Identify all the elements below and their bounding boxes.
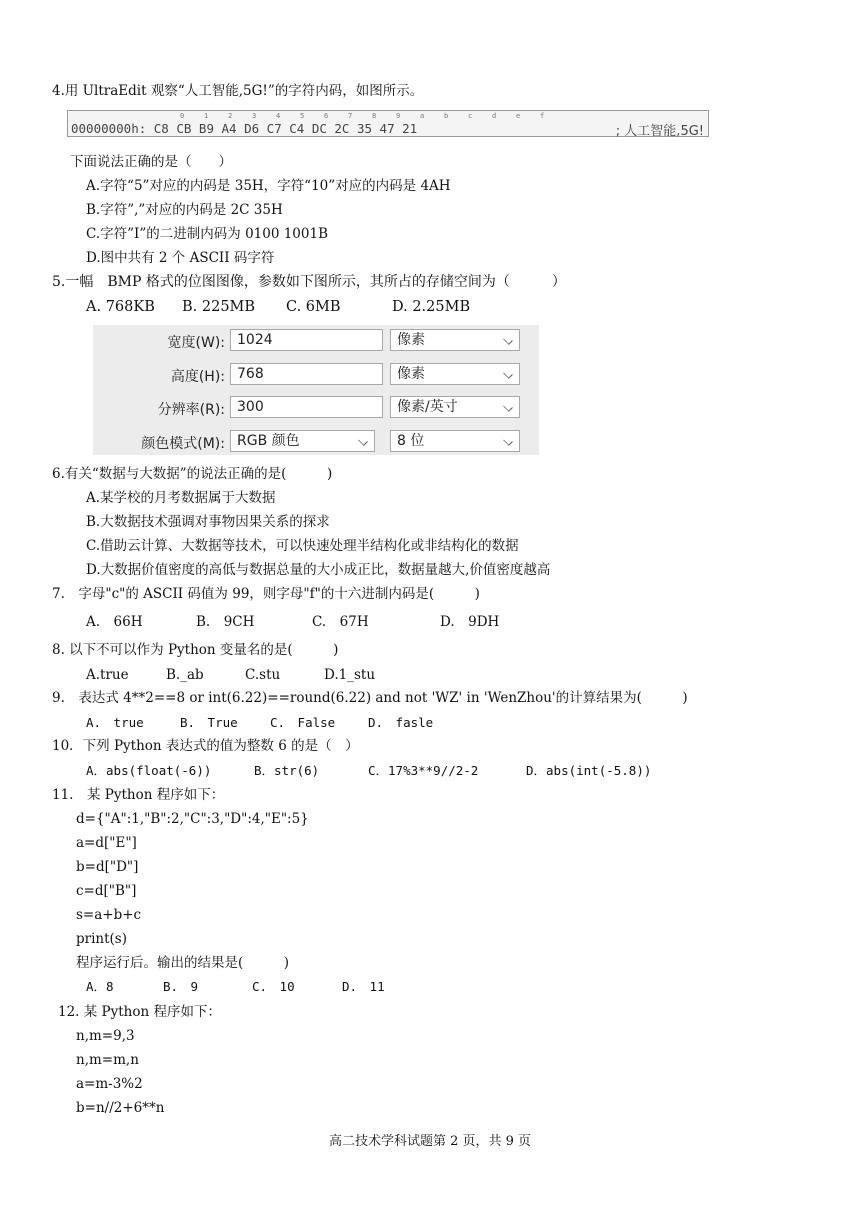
q4-option-b: B.字符”,”对应的内码是 2C 35H	[86, 202, 283, 218]
q5-option-b: B. 225MB	[182, 299, 256, 315]
chevron-down-icon	[503, 369, 513, 379]
q11-code-line-4: c=d["B"]	[76, 883, 137, 899]
q6-option-a: A.某学校的月考数据属于大数据	[86, 490, 276, 506]
q5-stem: 5.一幅 BMP 格式的位图图像，参数如下图所示，其所占的存储空间为（ ）	[52, 274, 566, 290]
hex-ruler-c: c	[468, 112, 473, 120]
hex-char-column: ; 人工智能,5G!	[615, 124, 704, 139]
q6-option-c: C.借助云计算、大数据等技术，可以快速处理半结构化或非结构化的数据	[86, 538, 519, 554]
hex-ruler-e: e	[516, 112, 521, 120]
hex-ruler-b: b	[444, 112, 449, 120]
q7-option-d: D. 9DH	[440, 614, 500, 630]
q4-prompt: 下面说法正确的是（ ）	[70, 154, 232, 170]
q11-option-d: D. 11	[342, 979, 385, 994]
resolution-input[interactable]: 300	[230, 396, 383, 418]
q4-option-c: C.字符”I”的二进制内码为 0100 1001B	[86, 226, 328, 242]
height-unit-select[interactable]	[390, 363, 520, 385]
q12-code-line-1: n,m=9,3	[76, 1028, 135, 1044]
hex-ruler-a: a	[420, 112, 425, 120]
page-footer: 高二技术学科试题第 2 页，共 9 页	[328, 1134, 532, 1149]
height-label: 高度(H):	[170, 369, 225, 385]
resolution-unit-select[interactable]	[390, 396, 520, 418]
hex-ruler-5: 5	[300, 112, 305, 120]
q7-stem: 7. 字母"c"的 ASCII 码值为 99，则字母"f"的十六进制内码是( )	[52, 586, 480, 602]
q6-option-d: D.大数据价值密度的高低与数据总量的大小成正比，数据量越大,价值密度越高	[86, 562, 551, 578]
q11-option-b: B. 9	[163, 979, 199, 994]
hex-ruler-3: 3	[252, 112, 257, 120]
q9-option-c: C. False	[270, 715, 336, 730]
q9-option-d: D. fasle	[368, 715, 434, 730]
chevron-down-icon	[503, 402, 513, 412]
q5-option-d: D. 2.25MB	[392, 299, 471, 315]
q7-option-c: C. 67H	[312, 614, 369, 630]
width-input[interactable]: 1024	[230, 329, 383, 351]
hex-ruler-d: d	[492, 112, 497, 120]
q9-stem: 9. 表达式 4**2==8 or int(6.22)==round(6.22) and not 'WZ' in 'WenZhou'的计算结果为( )	[52, 690, 688, 706]
q4-stem: 4.用 UltraEdit 观察“人工智能,5G!”的字符内码，如图所示。	[52, 83, 424, 99]
q11-option-a: A．8	[86, 979, 114, 994]
color-mode-label: 颜色模式(M):	[141, 436, 225, 452]
q11-option-c: C. 10	[252, 979, 295, 994]
q8-stem: 8. 以下不可以作为 Python 变量名的是( )	[52, 642, 339, 658]
hex-ruler-9: 9	[396, 112, 401, 120]
q11-code-line-3: b=d["D"]	[76, 859, 139, 875]
q8-option-a: A.true	[86, 667, 129, 683]
q8-option-d: D.1_stu	[324, 667, 376, 683]
q11-code-line-1: d={"A":1,"B":2,"C":3,"D":4,"E":5}	[76, 811, 309, 827]
chevron-down-icon	[358, 436, 368, 446]
q9-option-a: A. true	[86, 715, 144, 730]
width-label: 宽度(W):	[167, 335, 225, 351]
q5-option-a: A. 768KB	[86, 299, 155, 315]
q8-option-b: B._ab	[166, 667, 204, 683]
hex-data-line: 00000000h: C8 CB B9 A4 D6 C7 C4 DC 2C 35 47 21	[71, 121, 418, 136]
color-mode-value: RGB 颜色	[237, 433, 300, 449]
q10-stem: 10．下列 Python 表达式的值为整数 6 的是（ ）	[52, 738, 359, 754]
height-unit-value: 像素	[397, 366, 425, 382]
q10-option-b: B．str(6)	[254, 763, 320, 778]
hex-ruler-4: 4	[276, 112, 281, 120]
width-unit-select[interactable]	[390, 329, 520, 351]
width-unit-value: 像素	[397, 332, 425, 348]
q11-prompt: 程序运行后。输出的结果是( )	[76, 955, 290, 971]
height-input[interactable]: 768	[230, 363, 383, 385]
hex-ruler-7: 7	[348, 112, 353, 120]
hex-ruler-8: 8	[372, 112, 377, 120]
q11-code-line-5: s=a+b+c	[76, 907, 142, 923]
chevron-down-icon	[503, 436, 513, 446]
image-size-dialog	[93, 325, 539, 455]
q12-code-line-3: a=m-3%2	[76, 1076, 143, 1092]
hex-ruler-2: 2	[228, 112, 233, 120]
q8-option-c: C.stu	[245, 667, 281, 683]
q12-code-line-2: n,m=m,n	[76, 1052, 139, 1068]
q11-code-line-2: a=d["E"]	[76, 835, 137, 851]
color-mode-select[interactable]	[230, 430, 375, 452]
q10-option-a: A．abs(float(-6))	[86, 763, 212, 778]
q11-code-line-6: print(s)	[76, 931, 127, 947]
q7-option-a: A. 66H	[86, 614, 143, 630]
q7-option-b: B. 9CH	[196, 614, 255, 630]
bit-depth-select[interactable]	[390, 430, 520, 452]
q10-option-c: C．17%3**9//2-2	[368, 763, 479, 778]
q4-option-d: D.图中共有 2 个 ASCII 码字符	[86, 250, 275, 266]
bit-depth-value: 8 位	[397, 433, 425, 449]
chevron-down-icon	[503, 335, 513, 345]
q6-stem: 6.有关“数据与大数据”的说法正确的是( )	[52, 466, 333, 482]
hex-ruler-0: 0	[180, 112, 185, 120]
resolution-unit-value: 像素/英寸	[397, 399, 458, 415]
q12-code-line-4: b=n//2+6**n	[76, 1100, 165, 1116]
hex-ruler-1: 1	[204, 112, 209, 120]
q10-option-d: D．abs(int(-5.8))	[526, 763, 652, 778]
hex-editor-view	[67, 110, 709, 137]
q4-option-a: A.字符“5”对应的内码是 35H，字符“10”对应的内码是 4AH	[86, 178, 451, 194]
q11-stem: 11. 某 Python 程序如下：	[52, 787, 225, 803]
q5-option-c: C. 6MB	[286, 299, 341, 315]
q6-option-b: B.大数据技术强调对事物因果关系的探求	[86, 514, 330, 530]
hex-ruler-f: f	[540, 112, 545, 120]
resolution-label: 分辨率(R):	[157, 402, 225, 418]
hex-ruler-6: 6	[324, 112, 329, 120]
q9-option-b: B. True	[180, 715, 238, 730]
q12-stem: 12. 某 Python 程序如下：	[58, 1004, 221, 1020]
